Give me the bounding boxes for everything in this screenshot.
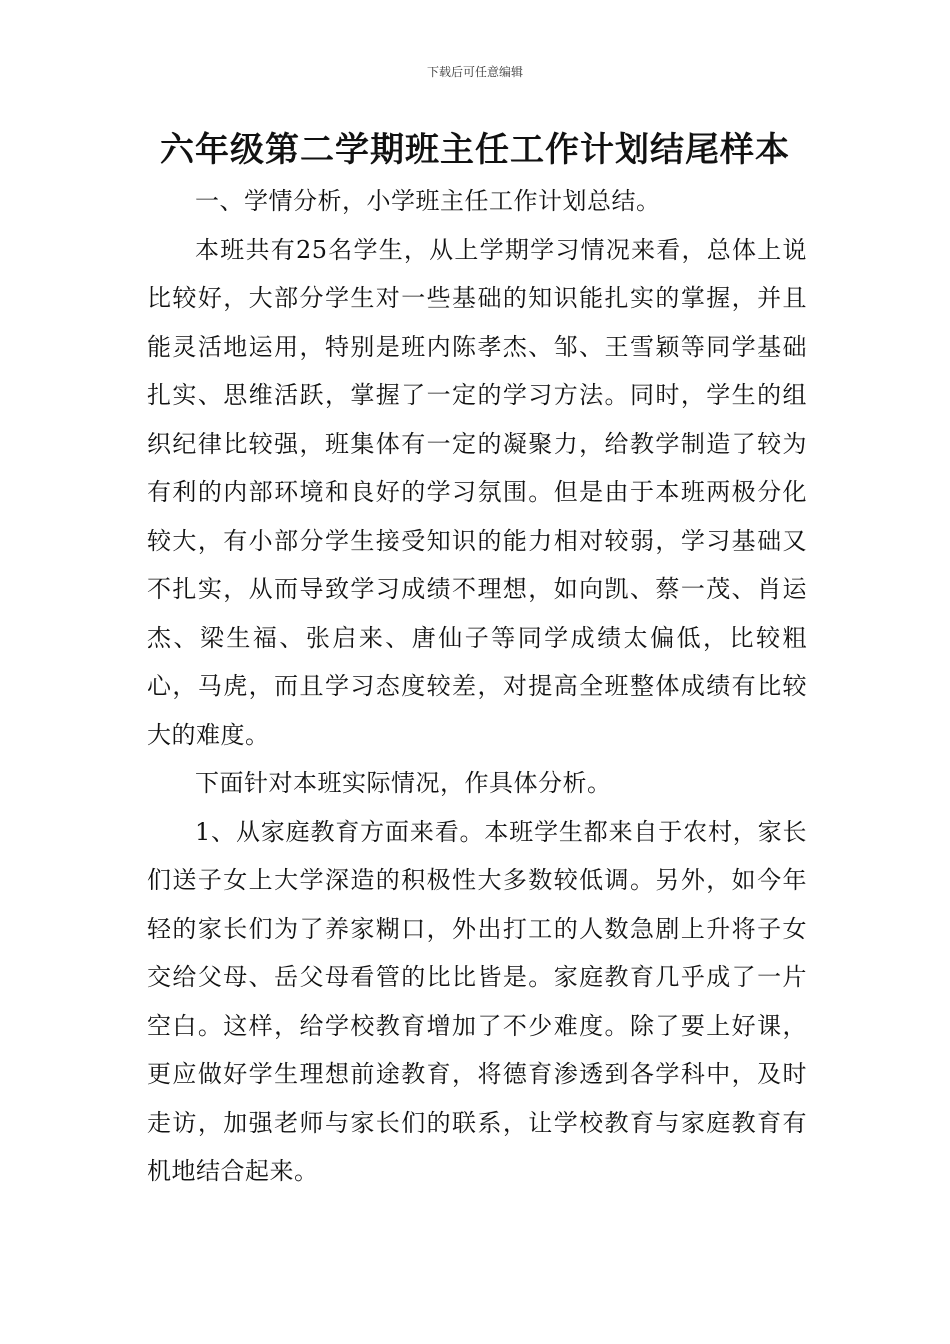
class-overview-paragraph: 本班共有25名学生，从上学期学习情况来看，总体上说比较好，大部分学生对一些基础的知识能扎实的掌握，并且能灵活地运用，特别是班内陈孝杰、邹、王雪颖等同学基础扎实、思维活跃，掌握了一定的学习方法。同时，学生的组织纪律比较强，班集体有一定的凝聚力，给教学制造了较为有利的内部环境和良好的学习氛围。但是由于本班两极分化较大，有小部分学生接受知识的能力相对较弱，学习基础又不扎实，从而导致学习成绩不理想，如向凯、蔡一茂、肖运杰、梁生福、张启来、唐仙子等同学成绩太偏低，比较粗心，马虎，而且学习态度较差，对提高全班整体成绩有比较大的难度。	[147, 235, 807, 749]
section-heading-paragraph: 一、学情分析，小学班主任工作计划总结。	[195, 187, 661, 215]
document-title: 六年级第二学期班主任工作计划结尾样本	[160, 130, 790, 170]
analysis-intro-paragraph: 下面针对本班实际情况，作具体分析。	[195, 769, 612, 797]
page-header-note: 下载后可任意编辑	[426, 65, 523, 79]
document-body	[147, 177, 807, 1196]
family-education-paragraph: 1、从家庭教育方面来看。本班学生都来自于农村，家长们送子女上大学深造的积极性大多数较低调。另外，如今年轻的家长们为了养家糊口，外出打工的人数急剧上升将子女交给父母、岳父母看管的比比皆是。家庭教育几乎成了一片空白。这样，给学校教育增加了不少难度。除了要上好课，更应做好学生理想前途教育，将德育渗透到各学科中，及时走访，加强老师与家长们的联系，让学校教育与家庭教育有机地结合起来。	[147, 817, 807, 1185]
